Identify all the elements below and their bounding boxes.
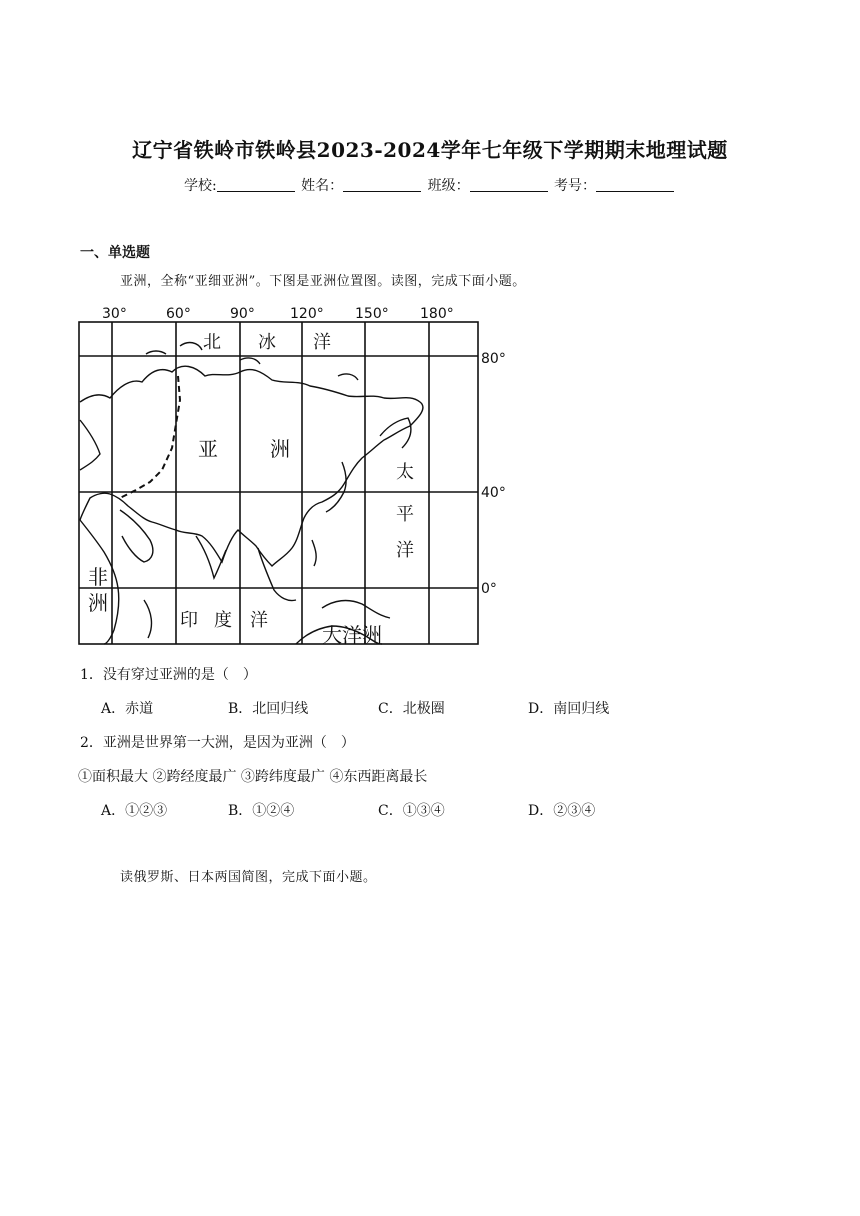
q2-option-d[interactable]: D．②③④ [528,803,596,819]
arctic-islands-3 [240,358,260,364]
lat-label: 40° [481,485,506,501]
lon-label: 120° [290,306,324,322]
q1-option-c[interactable]: C．北极圈 [378,701,445,717]
oceania-label: 大洋洲 [322,623,382,647]
arabian-peninsula [120,510,153,562]
page-title: 辽宁省铁岭市铁岭县2023-2024学年七年级下学期期末地理试题 [132,138,728,162]
q1-option-a[interactable]: A．赤道 [101,701,154,717]
asia-label: 洲 [270,437,290,461]
question-1 [80,664,257,684]
question-number: 2． [80,735,103,751]
madagascar [144,600,151,638]
pacific-ocean-label: 太 [396,462,414,483]
africa-label: 非 [88,565,108,589]
q1-option-b[interactable]: B．北回归线 [228,701,309,717]
q1-option-d[interactable]: D．南回归线 [528,701,610,717]
class-label: 班级： [427,178,470,194]
lon-label: 30° [102,306,127,322]
arctic-islands-2 [180,343,202,350]
q2-option-a[interactable]: A．①②③ [101,803,168,819]
indian-ocean-label: 印 [180,610,198,631]
lat-label: 0° [481,581,497,597]
question-2 [80,732,355,752]
school-label: 学校: [183,178,217,194]
lon-label: 180° [420,306,454,322]
philippines [312,540,316,566]
arctic-islands-1 [146,351,166,354]
lat-label: 80° [481,351,506,367]
arctic-islands-4 [338,374,358,380]
lon-label: 90° [230,306,255,322]
indian-ocean-label: 洋 [250,610,268,631]
name-label: 姓名： [301,178,344,194]
question-text: 没有穿过亚洲的是（ ） [102,667,257,683]
africa-label: 洲 [88,591,108,615]
question-text: 亚洲是世界第一大洲，是因为亚洲（ ） [102,735,355,751]
q2-option-b[interactable]: B．①②④ [228,803,295,819]
lon-label: 150° [355,306,389,322]
europe-peninsula [80,420,100,470]
question-number: 1． [80,667,103,683]
intro-text-2: 读俄罗斯、日本两国简图，完成下面小题。 [120,870,377,885]
exam-number-label: 考号： [554,178,597,194]
arctic-ocean-label: 北 [203,332,221,353]
indian-subcontinent [196,536,226,578]
asia-label: 亚 [198,437,218,461]
q2-option-c[interactable]: C．①③④ [378,803,445,819]
q2-statements: ①面积最大 ②跨经度最广 ③跨纬度最广 ④东西距离最长 [78,769,428,785]
lon-label: 60° [166,306,191,322]
indian-ocean-label: 度 [214,610,232,631]
intro-text: 亚洲，全称“亚细亚洲”。下图是亚洲位置图。读图，完成下面小题。 [120,274,526,289]
arctic-ocean-label: 洋 [313,332,331,353]
japan-islands [326,462,346,512]
asia-europe-boundary [120,376,180,498]
eurasia-coastline [80,366,423,566]
arctic-ocean-label: 冰 [258,332,276,353]
new-guinea [322,601,390,618]
pacific-ocean-label: 洋 [396,540,414,561]
pacific-ocean-label: 平 [396,504,414,525]
section-heading: 一、单选题 [80,245,150,261]
